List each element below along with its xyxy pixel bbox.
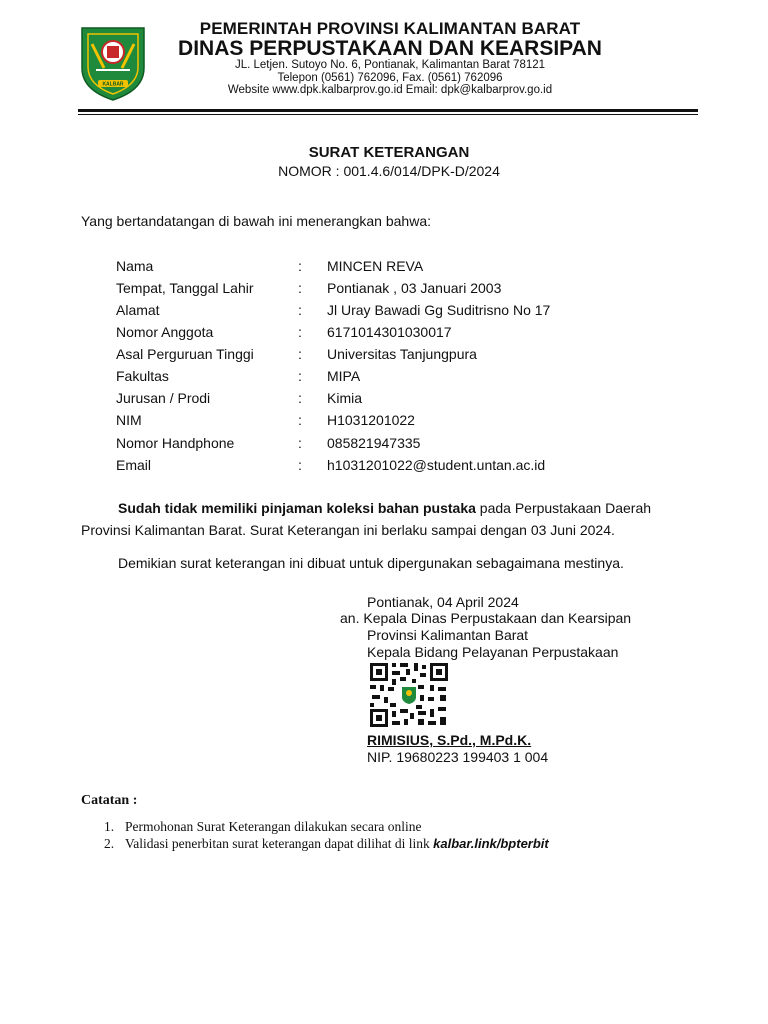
letterhead-thick-divider bbox=[78, 109, 698, 112]
document-number: NOMOR : 001.4.6/014/DPK-D/2024 bbox=[278, 163, 500, 179]
note-item-2 bbox=[125, 836, 549, 852]
note-number: 2. bbox=[104, 836, 115, 851]
letterhead-agency: DINAS PERPUSTAKAAN DAN KEARSIPAN bbox=[178, 37, 602, 60]
field-label-ttl: Tempat, Tanggal Lahir bbox=[116, 280, 254, 296]
field-label-email: Email bbox=[116, 457, 152, 473]
field-value-jurusan: Kimia bbox=[327, 390, 363, 406]
note-number: 1. bbox=[104, 819, 115, 834]
signer-nip: NIP. 19680223 199403 1 004 bbox=[367, 749, 549, 765]
field-value-handphone: 085821947335 bbox=[327, 435, 421, 451]
field-label-handphone: Nomor Handphone bbox=[116, 435, 235, 451]
field-label-perguruan-tinggi: Asal Perguruan Tinggi bbox=[116, 346, 254, 362]
field-value-nama: MINCEN REVA bbox=[327, 258, 424, 274]
letterhead-government: PEMERINTAH PROVINSI KALIMANTAN BARAT bbox=[199, 19, 581, 38]
notes-title: Catatan : bbox=[81, 793, 138, 808]
note-text: Permohonan Surat Keterangan dilakukan secara online bbox=[125, 819, 422, 834]
closing-sentence: Demikian surat keterangan ini dibuat untuk dipergunakan sebagaimana mestinya. bbox=[118, 555, 624, 571]
signer-name: RIMISIUS, S.Pd., M.Pd.K. bbox=[367, 732, 532, 748]
intro-text: Yang bertandatangan di bawah ini menerangkan bahwa: bbox=[81, 213, 431, 229]
statement-rest: pada Perpustakaan Daerah bbox=[475, 500, 652, 516]
field-value-fakultas: MIPA bbox=[327, 368, 361, 384]
signature-province: Provinsi Kalimantan Barat bbox=[367, 627, 529, 643]
statement-bold: Sudah tidak memiliki pinjaman koleksi bahan pustaka bbox=[118, 500, 476, 516]
field-colon: : bbox=[298, 435, 302, 451]
field-colon: : bbox=[298, 302, 302, 318]
field-label-jurusan: Jurusan / Prodi bbox=[116, 390, 211, 406]
letterhead-website-email: Website www.dpk.kalbarprov.go.id Email: dpk@kalbarprov.go.id bbox=[227, 84, 553, 96]
letterhead-thin-divider bbox=[78, 114, 698, 115]
field-colon: : bbox=[298, 258, 302, 274]
validation-link[interactable]: kalbar.link/bpterbit bbox=[433, 836, 549, 851]
field-colon: : bbox=[298, 346, 302, 362]
field-colon: : bbox=[298, 390, 302, 406]
field-label-nim: NIM bbox=[116, 412, 142, 428]
field-label-nomor-anggota: Nomor Anggota bbox=[116, 324, 214, 340]
field-value-nomor-anggota: 6171014301030017 bbox=[327, 324, 452, 340]
field-colon: : bbox=[298, 324, 302, 340]
field-colon: : bbox=[298, 368, 302, 384]
signature-place-date: Pontianak, 04 April 2024 bbox=[367, 594, 519, 610]
field-value-email: h1031201022@student.untan.ac.id bbox=[327, 457, 546, 473]
kalbar-coat-of-arms-logo bbox=[78, 24, 148, 102]
note-text: Validasi penerbitan surat keterangan dapat dilihat di link bbox=[125, 836, 434, 851]
field-colon: : bbox=[298, 280, 302, 296]
field-colon: : bbox=[298, 412, 302, 428]
field-value-ttl: Pontianak , 03 Januari 2003 bbox=[327, 280, 502, 296]
field-label-nama: Nama bbox=[116, 258, 154, 274]
document-title: SURAT KETERANGAN bbox=[308, 144, 470, 161]
logo-text: KALBAR bbox=[102, 81, 124, 88]
field-colon: : bbox=[298, 457, 302, 473]
field-label-alamat: Alamat bbox=[116, 302, 160, 318]
signature-on-behalf: an. Kepala Dinas Perpustakaan dan Kearsipan bbox=[340, 610, 632, 626]
field-value-perguruan-tinggi: Universitas Tanjungpura bbox=[327, 346, 477, 362]
letterhead-address: JL. Letjen. Sutoyo No. 6, Pontianak, Kalimantan Barat 78121 bbox=[234, 59, 546, 71]
field-value-nim: H1031201022 bbox=[327, 412, 415, 428]
signature-position: Kepala Bidang Pelayanan Perpustakaan bbox=[367, 644, 619, 660]
field-value-alamat: Jl Uray Bawadi Gg Suditrisno No 17 bbox=[327, 302, 551, 318]
statement-line-2: Provinsi Kalimantan Barat. Surat Keterangan ini berlaku sampai dengan 03 Juni 2024. bbox=[81, 522, 615, 538]
statement-line-1 bbox=[118, 500, 651, 516]
letterhead-phone: Telepon (0561) 762096, Fax. (0561) 762096 bbox=[277, 72, 503, 84]
field-label-fakultas: Fakultas bbox=[116, 368, 169, 384]
qr-signature-code bbox=[369, 662, 449, 728]
